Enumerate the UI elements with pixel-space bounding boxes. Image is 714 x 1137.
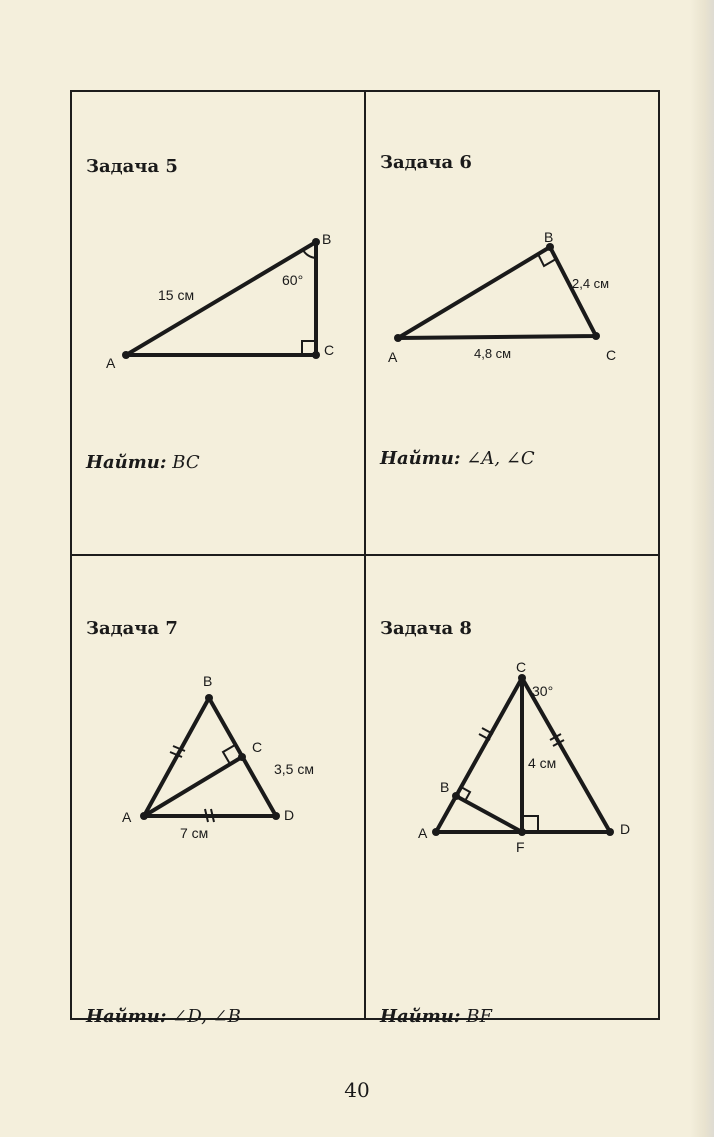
label-b: B — [544, 229, 554, 245]
label-side-ad: 7 см — [180, 825, 209, 841]
point-b — [452, 792, 460, 800]
label-side-ac: 4,8 см — [474, 346, 512, 361]
task-8-figure — [366, 556, 658, 1018]
label-side-cd: 3,5 см — [274, 761, 314, 777]
label-side-bc: 2,4 см — [572, 276, 610, 291]
page-edge — [690, 0, 714, 1137]
label-b: B — [203, 673, 213, 689]
task-8-title: Задача 8 — [380, 618, 472, 639]
point-b — [205, 694, 213, 702]
label-b: B — [440, 779, 450, 795]
point-c — [312, 351, 320, 359]
point-c — [238, 753, 246, 761]
task-5-find — [86, 452, 200, 473]
find-value: ∠A, ∠C — [466, 448, 535, 469]
point-b — [312, 238, 320, 246]
label-c: C — [252, 739, 263, 755]
label-c: C — [324, 342, 335, 358]
find-label: Найти: — [380, 1006, 461, 1027]
label-a: A — [122, 809, 132, 825]
task-7-figure — [72, 556, 364, 1018]
task-7-title: Задача 7 — [86, 618, 178, 639]
find-label: Найти: — [86, 1006, 167, 1027]
point-d — [272, 812, 280, 820]
label-a: A — [388, 349, 398, 365]
label-hypotenuse: 15 см — [158, 287, 195, 303]
find-label: Найти: — [380, 448, 461, 469]
point-a — [432, 828, 440, 836]
find-value: ∠D, ∠B — [172, 1006, 241, 1027]
task-7-cell — [72, 556, 364, 1027]
label-a: A — [106, 355, 116, 371]
tasks-grid — [70, 90, 660, 1027]
task-5-title: Задача 5 — [86, 156, 178, 177]
task-6-find — [380, 448, 535, 469]
point-f — [518, 828, 526, 836]
triangle-abd — [144, 698, 276, 816]
point-a — [140, 812, 148, 820]
label-f: F — [516, 839, 525, 855]
label-d: D — [284, 807, 295, 823]
label-height: 4 см — [528, 755, 557, 771]
task-6-title: Задача 6 — [380, 152, 472, 173]
label-angle: 60° — [282, 272, 304, 288]
point-a — [394, 334, 402, 342]
point-d — [606, 828, 614, 836]
label-b: B — [322, 231, 332, 247]
point-c — [518, 674, 526, 682]
find-label: Найти: — [86, 452, 167, 473]
task-8-find — [380, 1006, 492, 1027]
task-8-cell — [366, 556, 658, 1027]
label-c: C — [516, 659, 527, 675]
task-5-figure — [72, 92, 364, 554]
page-number: 40 — [344, 1078, 370, 1102]
label-a: A — [418, 825, 428, 841]
point-a — [122, 351, 130, 359]
label-d: D — [620, 821, 631, 837]
point-c — [592, 332, 600, 340]
triangle-abc — [126, 242, 316, 355]
label-angle: 30° — [532, 683, 554, 699]
label-c: C — [606, 347, 617, 363]
find-value: BC — [172, 452, 200, 473]
task-5-cell — [72, 92, 364, 554]
task-6-figure — [366, 92, 658, 554]
task-7-find — [86, 1006, 241, 1027]
task-6-cell — [366, 92, 658, 554]
triangle-abc — [398, 247, 596, 338]
find-value: BF — [466, 1006, 492, 1027]
